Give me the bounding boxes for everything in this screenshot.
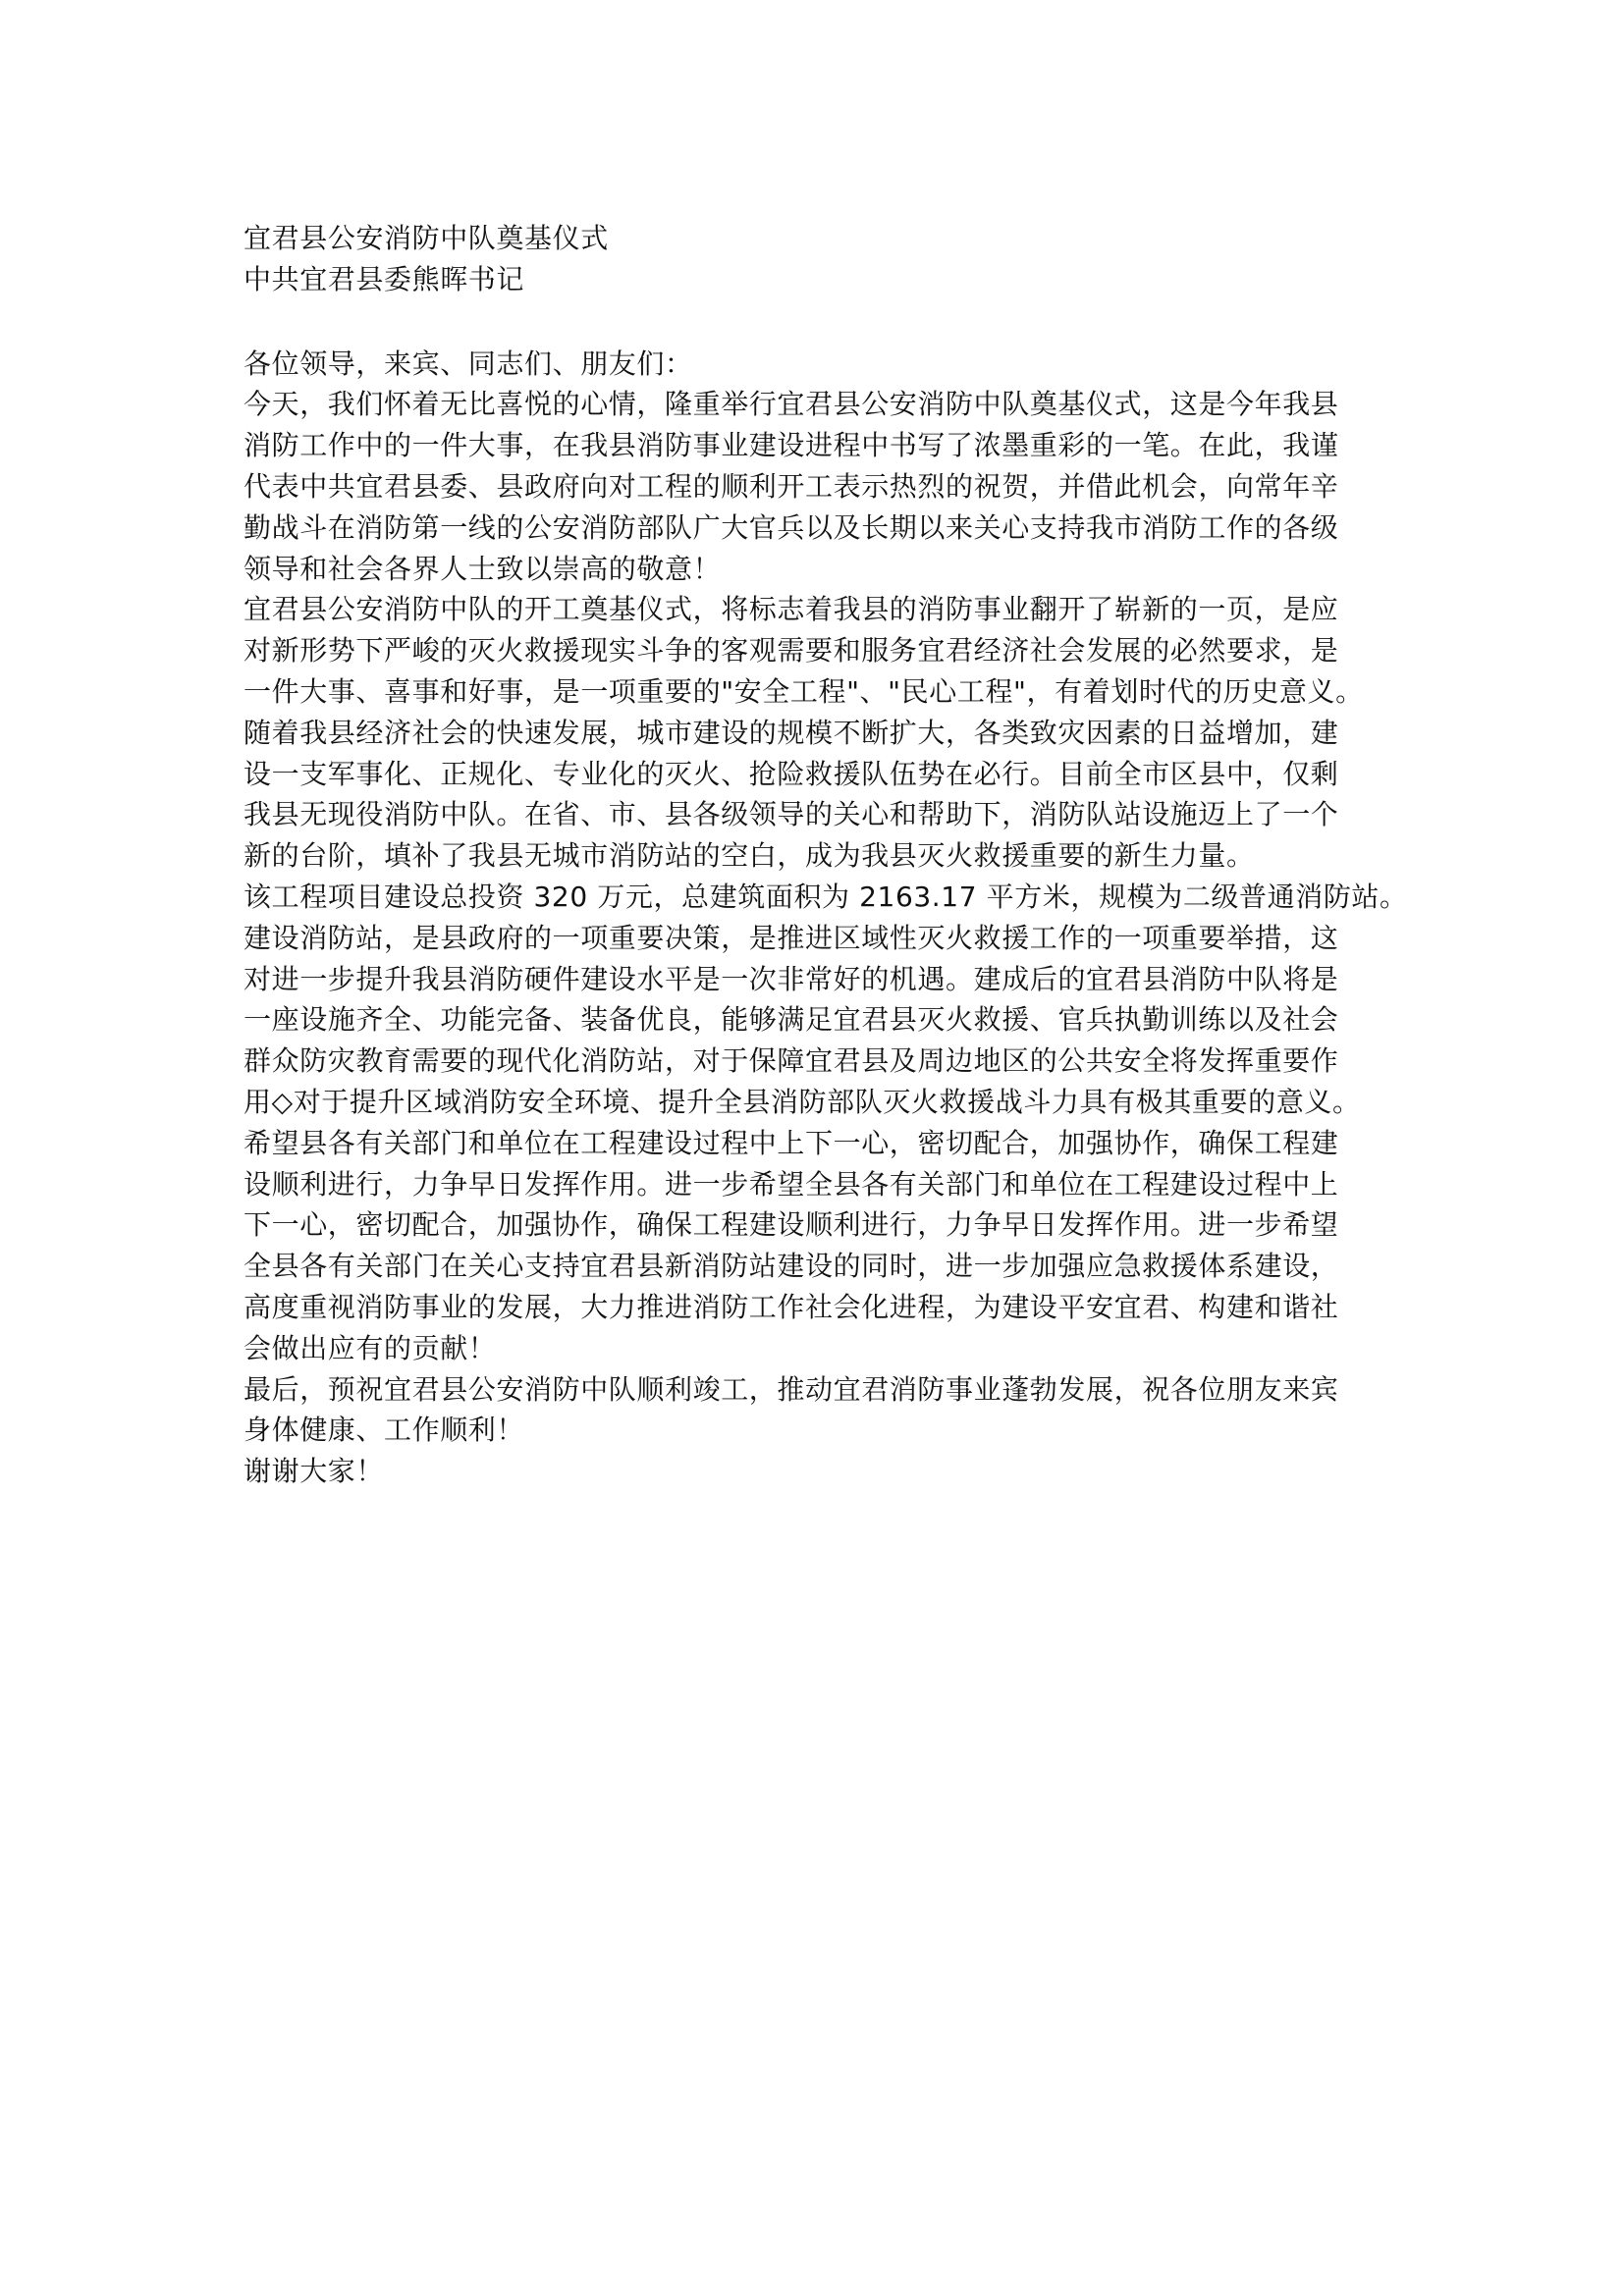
paragraph — [244, 589, 1422, 712]
paragraph-line: 对新形势下严峻的灭火救援现实斗争的客观需要和服务宜君经济社会发展的必然要求，是 — [244, 634, 1339, 667]
paragraph — [244, 877, 1422, 918]
paragraph-line: 身体健康、工作顺利！ — [244, 1414, 525, 1447]
document-body — [244, 218, 1422, 1492]
paragraph-line: 该工程项目建设总投资 320 万元，总建筑面积为 2163.17 平方米，规模为二级普通消防站。 — [244, 880, 1408, 913]
paragraph-line: 会做出应有的贡献！ — [244, 1331, 497, 1364]
paragraph-line: 谢谢大家！ — [244, 1455, 385, 1488]
paragraph-line: 下一心，密切配合，加强协作，确保工程建设顺利进行，力争早日发挥作用。进一步希望 — [244, 1208, 1339, 1242]
paragraph-line: 用◇对于提升区域消防安全环境、提升全县消防部队灭火救援战斗力具有极其重要的意义。 — [244, 1085, 1361, 1118]
paragraph-line: 全县各有关部门在关心支持宜君县新消防站建设的同时，进一步加强应急救援体系建设， — [244, 1250, 1339, 1283]
paragraph-line: 宜君县公安消防中队的开工奠基仪式，将标志着我县的消防事业翻开了崭新的一页，是应 — [244, 593, 1339, 626]
paragraph-line: 希望县各有关部门和单位在工程建设过程中上下一心，密切配合，加强协作，确保工程建 — [244, 1126, 1339, 1159]
paragraph-line: 一件大事、喜事和好事，是一项重要的"安全工程"、"民心工程"，有着划时代的历史意义。 — [244, 674, 1364, 708]
paragraph-line: 对进一步提升我县消防硬件建设水平是一次非常好的机遇。建成后的宜君县消防中队将是 — [244, 962, 1339, 995]
paragraph-line: 各位领导，来宾、同志们、朋友们： — [244, 347, 693, 380]
paragraph-line: 代表中共宜君县委、县政府向对工程的顺利开工表示热烈的祝贺，并借此机会，向常年辛 — [244, 469, 1339, 503]
paragraph-line: 消防工作中的一件大事，在我县消防事业建设进程中书写了浓墨重彩的一笔。在此，我谨 — [244, 429, 1339, 462]
paragraph-line: 勤战斗在消防第一线的公安消防部队广大官兵以及长期以来关心支持我市消防工作的各级 — [244, 510, 1339, 544]
paragraph-line: 新的台阶，填补了我县无城市消防站的空白，成为我县灭火救援重要的新生力量。 — [244, 839, 1255, 873]
paragraph-line: 建设消防站，是县政府的一项重要决策，是推进区域性灭火救援工作的一项重要举措，这 — [244, 921, 1339, 954]
paragraph-line: 设一支军事化、正规化、专业化的灭火、抢险救援队伍势在必行。目前全市区县中，仅剩 — [244, 757, 1339, 790]
spacer — [244, 300, 1422, 344]
paragraph-line: 高度重视消防事业的发展，大力推进消防工作社会化进程，为建设平安宜君、构建和谐社 — [244, 1290, 1339, 1323]
document-title: 宜君县公安消防中队奠基仪式 — [244, 222, 609, 254]
paragraph — [244, 1451, 1422, 1492]
paragraph — [244, 713, 1422, 877]
document-author: 中共宜君县委熊晖书记 — [244, 262, 525, 295]
paragraph-line: 我县无现役消防中队。在省、市、县各级领导的关心和帮助下，消防队站设施迈上了一个 — [244, 798, 1339, 831]
paragraph — [244, 918, 1422, 1123]
paragraph — [244, 344, 1422, 385]
paragraph-line: 群众防灾教育需要的现代化消防站，对于保障宜君县及周边地区的公共安全将发挥重要作 — [244, 1044, 1339, 1078]
paragraphs — [244, 344, 1422, 1492]
paragraph — [244, 384, 1422, 589]
paragraph-line: 随着我县经济社会的快速发展，城市建设的规模不断扩大，各类致灾因素的日益增加，建 — [244, 716, 1339, 749]
paragraph — [244, 1123, 1422, 1369]
paragraph-line: 一座设施齐全、功能完备、装备优良，能够满足宜君县灭火救援、官兵执勤训练以及社会 — [244, 1003, 1339, 1037]
paragraph-line: 今天，我们怀着无比喜悦的心情，隆重举行宜君县公安消防中队奠基仪式，这是今年我县 — [244, 388, 1339, 421]
paragraph-line: 设顺利进行，力争早日发挥作用。进一步希望全县各有关部门和单位在工程建设过程中上 — [244, 1167, 1339, 1201]
paragraph-line: 领导和社会各界人士致以崇高的敬意！ — [244, 552, 722, 585]
paragraph — [244, 1369, 1422, 1452]
paragraph-line: 最后，预祝宜君县公安消防中队顺利竣工，推动宜君消防事业蓬勃发展，祝各位朋友来宾 — [244, 1372, 1339, 1406]
